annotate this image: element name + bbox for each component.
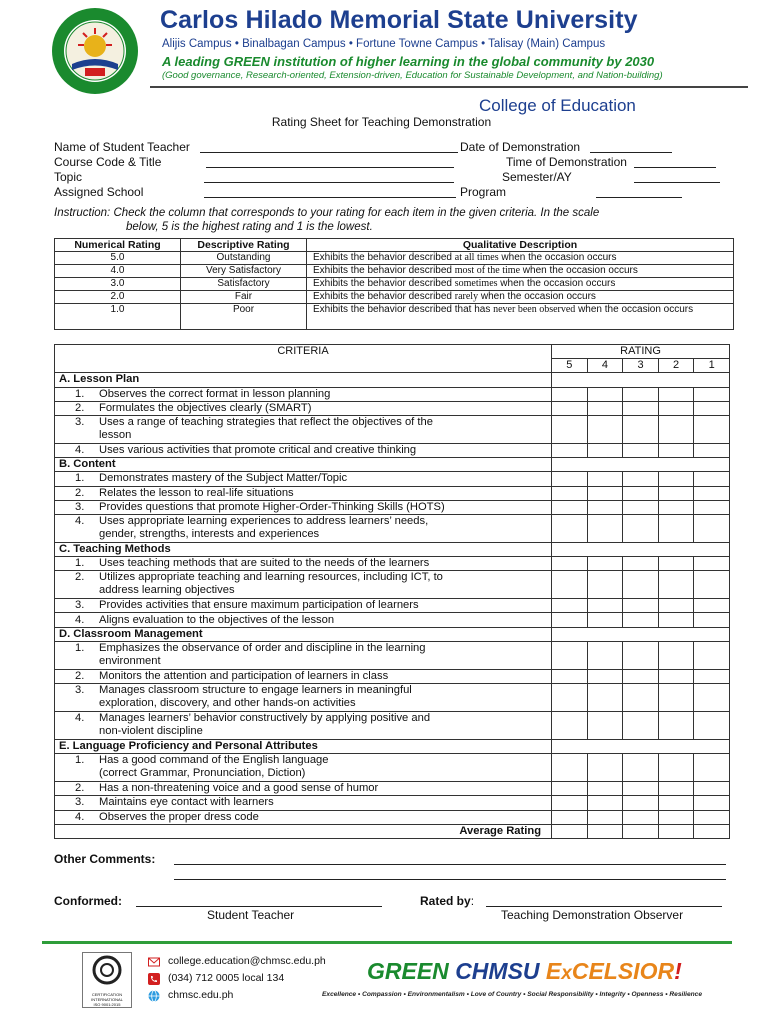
item-3-3-rating-1[interactable] (694, 599, 730, 613)
criteria-section-row (55, 373, 730, 387)
item-5-4-rating-1[interactable] (694, 810, 730, 824)
tagline: A leading GREEN institution of higher learning in the global community by 2030 (162, 54, 655, 69)
descriptive-rating: Poor (181, 304, 307, 330)
item-2-4-rating-4[interactable] (587, 514, 623, 542)
slogan: GREEN CHMSU ExCELSIOR! (367, 958, 682, 984)
item-3-4-rating-3[interactable] (623, 613, 659, 627)
criteria-item-row (55, 712, 730, 740)
item-4-1-rating-5[interactable] (552, 641, 588, 669)
item-4-3-rating-5[interactable] (552, 684, 588, 712)
section-rating-blank (552, 627, 730, 641)
average-rating-label: Average Rating (55, 824, 552, 838)
criteria-section-row (55, 627, 730, 641)
item-1-3-rating-5[interactable] (552, 415, 588, 443)
item-4-3-rating-4[interactable] (587, 684, 623, 712)
section-rating-blank (552, 740, 730, 754)
item-4-1-rating-4[interactable] (587, 641, 623, 669)
item-2-3-rating-3[interactable] (623, 500, 659, 514)
item-4-2-rating-5[interactable] (552, 669, 588, 683)
item-3-3-rating-5[interactable] (552, 599, 588, 613)
item-3-4-rating-4[interactable] (587, 613, 623, 627)
item-4-1-rating-1[interactable] (694, 641, 730, 669)
section-rating-blank (552, 458, 730, 472)
university-name: Carlos Hilado Memorial State University (160, 6, 638, 34)
criteria-item: 3. Provides questions that promote Higher-Order-Thinking Skills (HOTS) (55, 500, 552, 514)
item-5-4-rating-3[interactable] (623, 810, 659, 824)
criteria-item: 2. Relates the lesson to real-life situations (55, 486, 552, 500)
item-4-2-rating-3[interactable] (623, 669, 659, 683)
other-comments-label: Other Comments: (54, 852, 156, 866)
item-5-3-rating-1[interactable] (694, 796, 730, 810)
item-2-2-rating-3[interactable] (623, 486, 659, 500)
item-1-3-rating-3[interactable] (623, 415, 659, 443)
semester-label: Semester/AY (502, 170, 572, 184)
item-4-2-rating-2[interactable] (658, 669, 694, 683)
item-3-2-rating-3[interactable] (623, 571, 659, 599)
item-3-1-rating-5[interactable] (552, 557, 588, 571)
item-4-4-rating-2[interactable] (658, 712, 694, 740)
item-3-3-rating-2[interactable] (658, 599, 694, 613)
criteria-item-row (55, 599, 730, 613)
scale-header-numerical: Numerical Rating (55, 239, 181, 252)
item-4-2-rating-4[interactable] (587, 669, 623, 683)
rating-scale-table (54, 238, 734, 330)
criteria-item-row (55, 387, 730, 401)
item-5-3-rating-3[interactable] (623, 796, 659, 810)
item-4-1-rating-2[interactable] (658, 641, 694, 669)
item-2-2-rating-2[interactable] (658, 486, 694, 500)
item-2-4-rating-1[interactable] (694, 514, 730, 542)
iso-certification-badge (82, 952, 132, 1008)
topic-label: Topic (54, 170, 83, 184)
item-3-4-rating-5[interactable] (552, 613, 588, 627)
criteria-item-row (55, 613, 730, 627)
numerical-rating: 1.0 (55, 304, 181, 330)
item-2-3-rating-4[interactable] (587, 500, 623, 514)
item-4-2-rating-1[interactable] (694, 669, 730, 683)
mail-icon (148, 956, 160, 968)
criteria-header: CRITERIA (55, 345, 552, 373)
section-label: E. Language Proficiency and Personal Attributes (55, 740, 552, 754)
item-4-3-rating-1[interactable] (694, 684, 730, 712)
core-values: Excellence • Compassion • Environmentalism • Love of Country • Social Responsibility • Integrity • Openness • Resilience (322, 991, 703, 998)
item-2-3-rating-1[interactable] (694, 500, 730, 514)
section-rating-blank (552, 542, 730, 556)
scale-row (55, 265, 734, 278)
item-5-2-rating-5[interactable] (552, 782, 588, 796)
campus-list: Alijis Campus • Binalbagan Campus • Fortune Towne Campus • Talisay (Main) Campus (162, 38, 606, 50)
item-5-4-rating-5[interactable] (552, 810, 588, 824)
comments-line-1[interactable] (174, 864, 726, 865)
scale-header-descriptive: Descriptive Rating (181, 239, 307, 252)
item-3-3-rating-3[interactable] (623, 599, 659, 613)
criteria-item: 1. Emphasizes the observance of order and discipline in the learning environment (55, 641, 552, 669)
cert-iso: ISO 9001:2015 (93, 1002, 121, 1007)
item-3-4-rating-1[interactable] (694, 613, 730, 627)
item-4-1-rating-3[interactable] (623, 641, 659, 669)
item-5-3-rating-2[interactable] (658, 796, 694, 810)
time-blank[interactable] (634, 167, 716, 168)
item-4-4-rating-1[interactable] (694, 712, 730, 740)
qualitative-description: Exhibits the behavior described at all times when the occasion occurs (307, 252, 734, 265)
average-rating-2[interactable] (658, 824, 694, 838)
average-rating-5[interactable] (552, 824, 588, 838)
school-label: Assigned School (54, 185, 144, 199)
item-3-2-rating-2[interactable] (658, 571, 694, 599)
numerical-rating: 3.0 (55, 278, 181, 291)
item-1-1-rating-5[interactable] (552, 387, 588, 401)
certification-logo-icon (83, 953, 131, 987)
item-2-3-rating-2[interactable] (658, 500, 694, 514)
criteria-item-row (55, 472, 730, 486)
university-seal-icon (50, 6, 140, 96)
scale-row (55, 252, 734, 265)
item-2-4-rating-3[interactable] (623, 514, 659, 542)
student-teacher-blank[interactable] (200, 152, 458, 153)
item-1-4-rating-3[interactable] (623, 443, 659, 457)
criteria-section-row (55, 458, 730, 472)
numerical-rating: 4.0 (55, 265, 181, 278)
item-1-3-rating-2[interactable] (658, 415, 694, 443)
criteria-item-row (55, 684, 730, 712)
school-blank[interactable] (204, 197, 456, 198)
course-label: Course Code & Title (54, 155, 162, 169)
criteria-item: 4. Observes the proper dress code (55, 810, 552, 824)
item-3-1-rating-4[interactable] (587, 557, 623, 571)
course-blank[interactable] (206, 167, 454, 168)
item-1-4-rating-5[interactable] (552, 443, 588, 457)
criteria-section-row (55, 542, 730, 556)
date-blank[interactable] (590, 152, 672, 153)
item-1-1-rating-4[interactable] (587, 387, 623, 401)
numerical-rating: 2.0 (55, 291, 181, 304)
date-label: Date of Demonstration (460, 140, 581, 154)
item-4-4-rating-4[interactable] (587, 712, 623, 740)
item-2-3-rating-5[interactable] (552, 500, 588, 514)
item-5-2-rating-2[interactable] (658, 782, 694, 796)
item-1-2-rating-5[interactable] (552, 401, 588, 415)
item-4-4-rating-5[interactable] (552, 712, 588, 740)
item-2-4-rating-2[interactable] (658, 514, 694, 542)
student-teacher-label: Name of Student Teacher (54, 140, 190, 154)
scale-row (55, 291, 734, 304)
criteria-item-row (55, 443, 730, 457)
criteria-item-row (55, 796, 730, 810)
item-3-2-rating-5[interactable] (552, 571, 588, 599)
average-rating-4[interactable] (587, 824, 623, 838)
topic-blank[interactable] (204, 182, 454, 183)
comments-line-2[interactable] (174, 879, 726, 880)
criteria-item: 1. Has a good command of the English language (correct Grammar, Pronunciation, Diction) (55, 754, 552, 782)
rated-by-label: Rated by: (420, 894, 475, 908)
item-2-1-rating-5[interactable] (552, 472, 588, 486)
rating-column-2: 2 (658, 359, 694, 373)
item-1-4-rating-2[interactable] (658, 443, 694, 457)
item-1-3-rating-4[interactable] (587, 415, 623, 443)
criteria-item: 3. Manages classroom structure to engage learners in meaningful exploration, discovery, and other hands-on activities (55, 684, 552, 712)
item-3-1-rating-1[interactable] (694, 557, 730, 571)
item-3-2-rating-4[interactable] (587, 571, 623, 599)
average-rating-row (55, 824, 730, 838)
descriptive-rating: Outstanding (181, 252, 307, 265)
item-1-4-rating-1[interactable] (694, 443, 730, 457)
item-5-3-rating-4[interactable] (587, 796, 623, 810)
section-label: D. Classroom Management (55, 627, 552, 641)
letterhead (0, 0, 768, 96)
criteria-item-row (55, 486, 730, 500)
item-1-1-rating-3[interactable] (623, 387, 659, 401)
item-2-1-rating-4[interactable] (587, 472, 623, 486)
scale-row (55, 304, 734, 330)
criteria-item: 4. Uses appropriate learning experiences to address learners’ needs, gender, strengths, interests and experiences (55, 514, 552, 542)
rating-column-3: 3 (623, 359, 659, 373)
criteria-item: 4. Manages learners’ behavior constructively by applying positive and non-violent discipline (55, 712, 552, 740)
rating-header: RATING (552, 345, 730, 359)
criteria-item-row (55, 641, 730, 669)
criteria-item: 3. Maintains eye contact with learners (55, 796, 552, 810)
item-2-1-rating-1[interactable] (694, 472, 730, 486)
email-text: college.education@chmsc.edu.ph (168, 955, 326, 967)
criteria-item: 3. Uses a range of teaching strategies that reflect the objectives of the lesson (55, 415, 552, 443)
criteria-item-row (55, 514, 730, 542)
rating-column-5: 5 (552, 359, 588, 373)
item-3-2-rating-1[interactable] (694, 571, 730, 599)
item-5-2-rating-3[interactable] (623, 782, 659, 796)
item-2-4-rating-5[interactable] (552, 514, 588, 542)
program-label: Program (460, 185, 507, 199)
item-4-4-rating-3[interactable] (623, 712, 659, 740)
criteria-item: 3. Provides activities that ensure maximum participation of learners (55, 599, 552, 613)
item-1-2-rating-4[interactable] (587, 401, 623, 415)
item-5-2-rating-4[interactable] (587, 782, 623, 796)
item-3-1-rating-3[interactable] (623, 557, 659, 571)
time-label: Time of Demonstration (506, 155, 627, 169)
criteria-item-row (55, 810, 730, 824)
item-3-4-rating-2[interactable] (658, 613, 694, 627)
criteria-item-row (55, 669, 730, 683)
item-5-4-rating-2[interactable] (658, 810, 694, 824)
average-rating-1[interactable] (694, 824, 730, 838)
item-1-4-rating-4[interactable] (587, 443, 623, 457)
descriptive-rating: Very Satisfactory (181, 265, 307, 278)
section-label: B. Content (55, 458, 552, 472)
section-label: C. Teaching Methods (55, 542, 552, 556)
criteria-table (54, 344, 730, 839)
criteria-item-row (55, 754, 730, 782)
item-3-3-rating-4[interactable] (587, 599, 623, 613)
qualitative-description: Exhibits the behavior described that has never been observed when the occasion occurs (307, 304, 734, 330)
instruction-text: Instruction: Check the column that corresponds to your rating for each item in the given criteria. In the scale below, 5 is the highest rating and 1 is the lowest. (54, 207, 600, 233)
item-2-2-rating-4[interactable] (587, 486, 623, 500)
descriptive-rating: Satisfactory (181, 278, 307, 291)
scale-header-qualitative: Qualitative Description (307, 239, 734, 252)
conformed-signature-line[interactable] (136, 906, 382, 907)
criteria-item-row (55, 401, 730, 415)
phone-text: (034) 712 0005 local 134 (168, 972, 285, 984)
average-rating-3[interactable] (623, 824, 659, 838)
sheet-title: Rating Sheet for Teaching Demonstration (271, 115, 492, 129)
conformed-label: Conformed: (54, 894, 122, 908)
item-2-1-rating-3[interactable] (623, 472, 659, 486)
item-2-2-rating-5[interactable] (552, 486, 588, 500)
criteria-item: 4. Aligns evaluation to the objectives of the lesson (55, 613, 552, 627)
criteria-item-row (55, 557, 730, 571)
website-text: chmsc.edu.ph (168, 989, 234, 1001)
criteria-item: 1. Demonstrates mastery of the Subject Matter/Topic (55, 472, 552, 486)
criteria-section-row (55, 740, 730, 754)
student-teacher-caption: Student Teacher (207, 908, 295, 922)
item-2-2-rating-1[interactable] (694, 486, 730, 500)
criteria-item: 1. Uses teaching methods that are suited to the needs of the learners (55, 557, 552, 571)
observer-caption: Teaching Demonstration Observer (501, 908, 684, 922)
item-5-1-rating-2[interactable] (658, 754, 694, 782)
subtagline: (Good governance, Research-oriented, Extension-driven, Education for Sustainable Development, and Nation-building) (162, 70, 663, 81)
item-5-1-rating-4[interactable] (587, 754, 623, 782)
program-blank[interactable] (596, 197, 682, 198)
qualitative-description: Exhibits the behavior described sometimes when the occasion occurs (307, 278, 734, 291)
cert-text: CERTIFICATION INTERNATIONAL (91, 992, 123, 1002)
item-3-1-rating-2[interactable] (658, 557, 694, 571)
criteria-item: 2. Has a non-threatening voice and a good sense of humor (55, 782, 552, 796)
college-name: College of Education (479, 96, 636, 115)
item-1-1-rating-1[interactable] (694, 387, 730, 401)
item-4-3-rating-3[interactable] (623, 684, 659, 712)
criteria-item: 1. Observes the correct format in lesson planning (55, 387, 552, 401)
numerical-rating: 5.0 (55, 252, 181, 265)
rated-by-signature-line[interactable] (486, 906, 722, 907)
item-5-1-rating-3[interactable] (623, 754, 659, 782)
qualitative-description: Exhibits the behavior described most of the time when the occasion occurs (307, 265, 734, 278)
item-1-1-rating-2[interactable] (658, 387, 694, 401)
semester-blank[interactable] (634, 182, 720, 183)
item-5-1-rating-5[interactable] (552, 754, 588, 782)
scale-row (55, 278, 734, 291)
criteria-item-row (55, 571, 730, 599)
item-2-1-rating-2[interactable] (658, 472, 694, 486)
criteria-item-row (55, 415, 730, 443)
criteria-item: 2. Utilizes appropriate teaching and learning resources, including ICT, to address learning objectives (55, 571, 552, 599)
rating-column-1: 1 (694, 359, 730, 373)
criteria-item: 4. Uses various activities that promote critical and creative thinking (55, 443, 552, 457)
rating-column-4: 4 (587, 359, 623, 373)
section-rating-blank (552, 373, 730, 387)
qualitative-description: Exhibits the behavior described rarely when the occasion occurs (307, 291, 734, 304)
item-5-2-rating-1[interactable] (694, 782, 730, 796)
footer-divider (42, 941, 732, 944)
item-1-3-rating-1[interactable] (694, 415, 730, 443)
section-label: A. Lesson Plan (55, 373, 552, 387)
criteria-item-row (55, 500, 730, 514)
item-5-1-rating-1[interactable] (694, 754, 730, 782)
item-1-2-rating-2[interactable] (658, 401, 694, 415)
item-5-3-rating-5[interactable] (552, 796, 588, 810)
descriptive-rating: Fair (181, 291, 307, 304)
header-divider (150, 86, 748, 88)
criteria-item-row (55, 782, 730, 796)
item-4-3-rating-2[interactable] (658, 684, 694, 712)
item-5-4-rating-4[interactable] (587, 810, 623, 824)
phone-icon (148, 973, 160, 985)
criteria-item: 2. Monitors the attention and participation of learners in class (55, 669, 552, 683)
globe-icon (148, 990, 160, 1002)
item-1-2-rating-3[interactable] (623, 401, 659, 415)
item-1-2-rating-1[interactable] (694, 401, 730, 415)
criteria-item: 2. Formulates the objectives clearly (SMART) (55, 401, 552, 415)
